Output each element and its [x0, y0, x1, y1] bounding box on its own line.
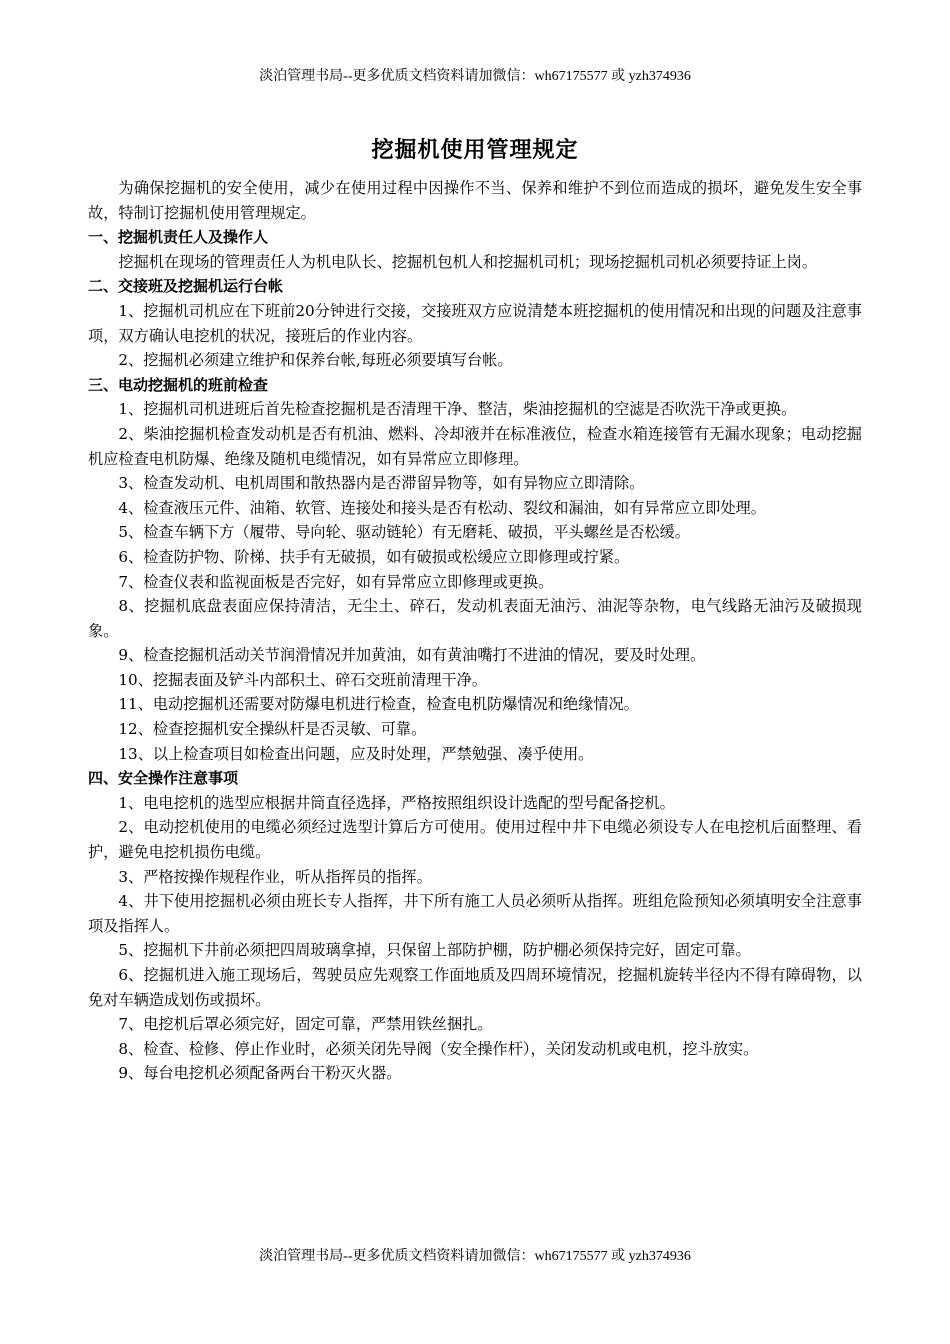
paragraph: 7、检查仪表和监视面板是否完好，如有异常应立即修理或更换。 [118, 572, 554, 591]
paragraph: 5、挖掘机下井前必须把四周玻璃拿掉，只保留上部防护棚，防护棚必须保持完好，固定可靠。 [118, 941, 751, 960]
section-heading: 三、电动挖掘机的班前检查 [88, 375, 269, 394]
paragraph: 1、电电挖机的选型应根据井筒直径选择，严格按照组织设计选配的型号配备挖机。 [118, 793, 675, 812]
page-header: 淡泊管理书局--更多优质文档资料请加微信：wh67175577 或 yzh374936 [259, 69, 691, 84]
document-body [88, 176, 862, 1086]
paragraph: 2、挖掘机必须建立维护和保养台帐,每班必须要填写台帐。 [118, 351, 513, 370]
paragraph: 6、挖掘机进入施工现场后，驾驶员应先观察工作面地质及四周环境情况，挖掘机旋转半径内不得有障碍物，以免对车辆造成划伤或损坏。 [88, 966, 862, 1009]
paragraph: 3、检查发动机、电机周围和散热器内是否滞留异物等，如有异物应立即清除。 [118, 474, 645, 493]
paragraph: 5、检查车辆下方（履带、导向轮、驱动链轮）有无磨耗、破损，平头螺丝是否松缓。 [118, 523, 690, 542]
section-2 [88, 274, 862, 372]
paragraph: 8、挖掘机底盘表面应保持清洁，无尘土、碎石，发动机表面无油污、油泥等杂物，电气线路无油污及破损现象。 [88, 597, 862, 640]
paragraph: 8、检查、检修、停止作业时，必须关闭先导阀（安全操作杆），关闭发动机或电机，挖斗放实。 [118, 1039, 759, 1058]
paragraph: 13、以上检查项目如检查出问题，应及时处理，严禁勉强、凑乎使用。 [118, 744, 594, 763]
paragraph: 7、电挖机后罩必须完好，固定可靠，严禁用铁丝捆扎。 [118, 1015, 493, 1034]
page-footer: 淡泊管理书局--更多优质文档资料请加微信：wh67175577 或 yzh374936 [259, 1249, 691, 1264]
page-title: 挖掘机使用管理规定 [371, 137, 579, 163]
paragraph: 挖掘机在现场的管理责任人为机电队长、挖掘机包机人和挖掘机司机；现场挖掘机司机必须要持证上岗。 [118, 252, 818, 271]
section-heading: 四、安全操作注意事项 [88, 769, 239, 788]
paragraph: 9、检查挖掘机活动关节润滑情况并加黄油，如有黄油嘴打不进油的情况，要及时处理。 [118, 646, 706, 665]
section-3 [88, 373, 862, 767]
paragraph: 1、挖掘机司机应在下班前20分钟进行交接，交接班双方应说清楚本班挖掘机的使用情况和出现的问题及注意事项，双方确认电挖机的状况，接班后的作业内容。 [88, 301, 862, 345]
paragraph: 3、严格按操作规程作业，听从指挥员的指挥。 [118, 867, 432, 886]
section-4 [88, 766, 862, 1086]
paragraph: 4、检查液压元件、油箱、软管、连接处和接头是否有松动、裂纹和漏油，如有异常应立即处理。 [118, 498, 766, 517]
section-heading: 一、挖掘机责任人及操作人 [88, 228, 269, 247]
intro-paragraph: 为确保挖掘机的安全使用，减少在使用过程中因操作不当、保养和维护不到位而造成的损坏，避免发生安全事故，特制订挖掘机使用管理规定。 [88, 179, 862, 222]
paragraph: 6、检查防护物、阶梯、扶手有无破损，如有破损或松缓应立即修理或拧紧。 [118, 547, 630, 566]
paragraph: 1、挖掘机司机进班后首先检查挖掘机是否清理干净、整洁，柴油挖掘机的空滤是否吹洗干净或更换。 [118, 400, 797, 419]
paragraph: 9、每台电挖机必须配备两台干粉灭火器。 [118, 1064, 402, 1083]
section-1 [88, 225, 862, 274]
paragraph: 2、电动挖机使用的电缆必须经过选型计算后方可使用。使用过程中井下电缆必须设专人在电挖机后面整理、看护，避免电挖机损伤电缆。 [88, 818, 862, 862]
section-heading: 二、交接班及挖掘机运行台帐 [88, 277, 284, 296]
paragraph: 4、井下使用挖掘机必须由班长专人指挥，井下所有施工人员必须听从指挥。班组危险预知必须填明安全注意事项及指挥人。 [88, 892, 862, 935]
paragraph: 12、检查挖掘机安全操纵杆是否灵敏、可靠。 [118, 720, 427, 739]
paragraph: 11、电动挖掘机还需要对防爆电机进行检查，检查电机防爆情况和绝缘情况。 [118, 695, 639, 714]
paragraph: 2、柴油挖掘机检查发动机是否有机油、燃料、冷却液并在标准液位，检查水箱连接管有无漏水现象；电动挖掘机应检查电机防爆、绝缘及随机电缆情况，如有异常应立即修理。 [88, 424, 862, 468]
paragraph: 10、挖掘表面及铲斗内部积土、碎石交班前清理干净。 [118, 670, 488, 689]
